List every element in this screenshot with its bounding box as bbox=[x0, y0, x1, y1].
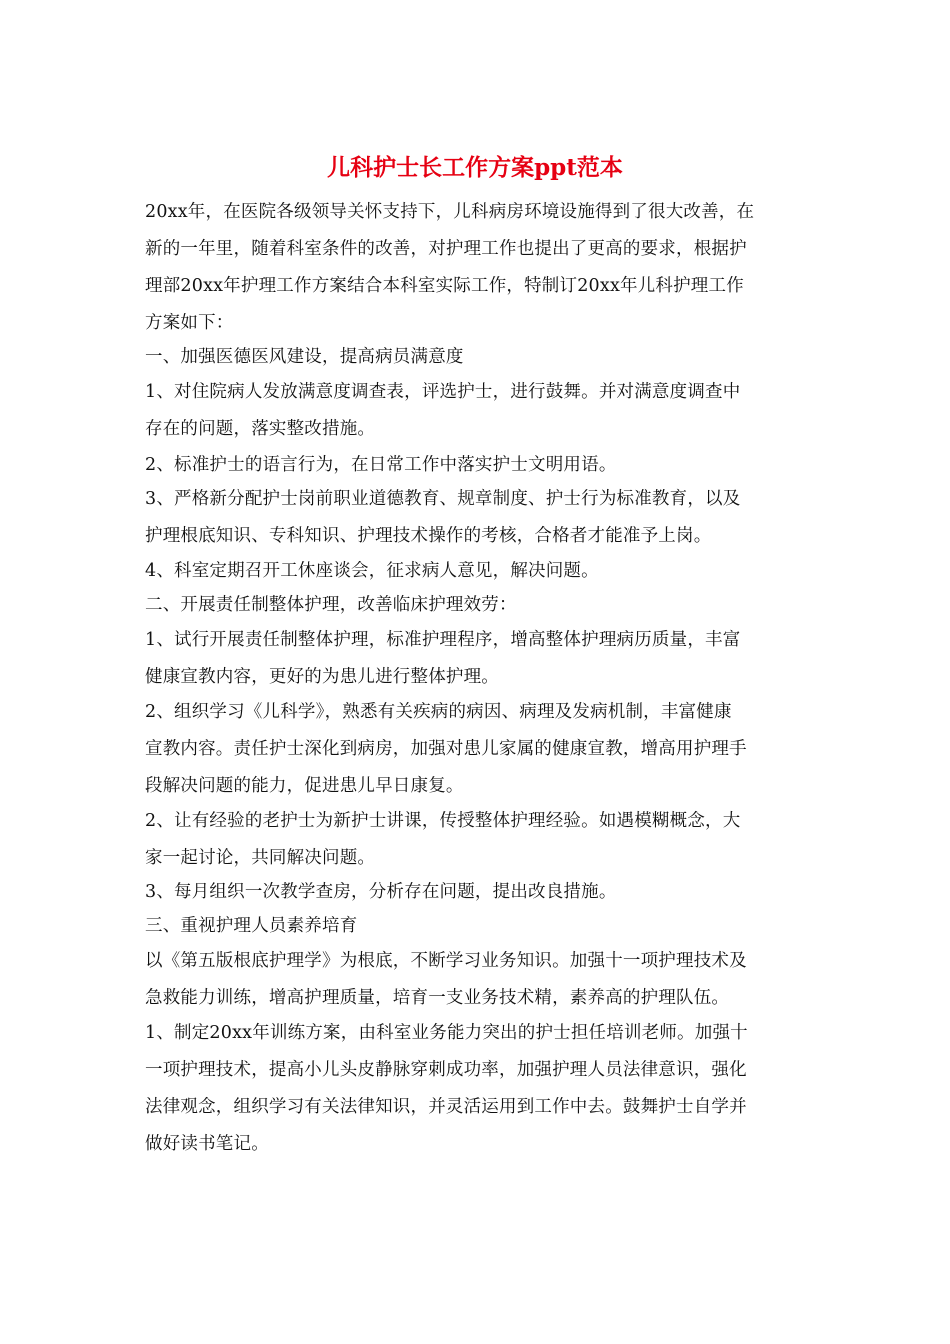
body-line: 宣教内容。责任护士深化到病房，加强对患儿家属的健康宣教，增高用护理手 bbox=[145, 739, 747, 759]
body-line: 以《第五版根底护理学》为根底，不断学习业务知识。加强十一项护理技术及 bbox=[145, 951, 747, 971]
body-line: 2、标准护士的语言行为，在日常工作中落实护士文明用语。 bbox=[145, 455, 617, 475]
body-line: 健康宣教内容，更好的为患儿进行整体护理。 bbox=[145, 667, 499, 687]
body-line: 家一起讨论，共同解决问题。 bbox=[145, 848, 376, 868]
body-line: 20xx年，在医院各级领导关怀支持下，儿科病房环境设施得到了很大改善，在 bbox=[145, 202, 755, 222]
body-line: 3、严格新分配护士岗前职业道德教育、规章制度、护士行为标准教育，以及 bbox=[145, 489, 741, 509]
document-title: 儿科护士长工作方案ppt范本 bbox=[327, 154, 623, 181]
body-line: 1、制定20xx年训练方案，由科室业务能力突出的护士担任培训老师。加强十 bbox=[145, 1023, 748, 1043]
section-heading: 三、重视护理人员素养培育 bbox=[145, 916, 358, 936]
body-line: 理部20xx年护理工作方案结合本科室实际工作，特制订20xx年儿科护理工作 bbox=[145, 276, 744, 296]
body-line: 1、试行开展责任制整体护理，标准护理程序，增高整体护理病历质量，丰富 bbox=[145, 630, 741, 650]
body-line: 1、对住院病人发放满意度调查表，评选护士，进行鼓舞。并对满意度调查中 bbox=[145, 382, 741, 402]
body-line: 一项护理技术，提高小儿头皮静脉穿刺成功率，加强护理人员法律意识，强化 bbox=[145, 1060, 747, 1080]
body-line: 新的一年里，随着科室条件的改善，对护理工作也提出了更高的要求，根据护 bbox=[145, 239, 747, 259]
body-line: 存在的问题，落实整改措施。 bbox=[145, 419, 376, 439]
body-line: 3、每月组织一次教学查房，分析存在问题，提出改良措施。 bbox=[145, 882, 617, 902]
body-line: 2、让有经验的老护士为新护士讲课，传授整体护理经验。如遇模糊概念，大 bbox=[145, 811, 741, 831]
body-line: 段解决问题的能力，促进患儿早日康复。 bbox=[145, 776, 464, 796]
body-line: 做好读书笔记。 bbox=[145, 1134, 269, 1154]
section-heading: 一、加强医德医风建设，提高病员满意度 bbox=[145, 347, 464, 367]
body-line: 护理根底知识、专科知识、护理技术操作的考核，合格者才能准予上岗。 bbox=[145, 526, 712, 546]
section-heading: 二、开展责任制整体护理，改善临床护理效劳： bbox=[145, 595, 517, 615]
body-line: 法律观念，组织学习有关法律知识，并灵活运用到工作中去。鼓舞护士自学并 bbox=[145, 1097, 747, 1117]
body-line: 2、组织学习《儿科学》，熟悉有关疾病的病因、病理及发病机制，丰富健康 bbox=[145, 702, 732, 722]
body-line: 方案如下： bbox=[145, 313, 234, 333]
body-line: 4、科室定期召开工休座谈会，征求病人意见，解决问题。 bbox=[145, 561, 599, 581]
body-line: 急救能力训练，增高护理质量，培育一支业务技术精，素养高的护理队伍。 bbox=[145, 988, 730, 1008]
